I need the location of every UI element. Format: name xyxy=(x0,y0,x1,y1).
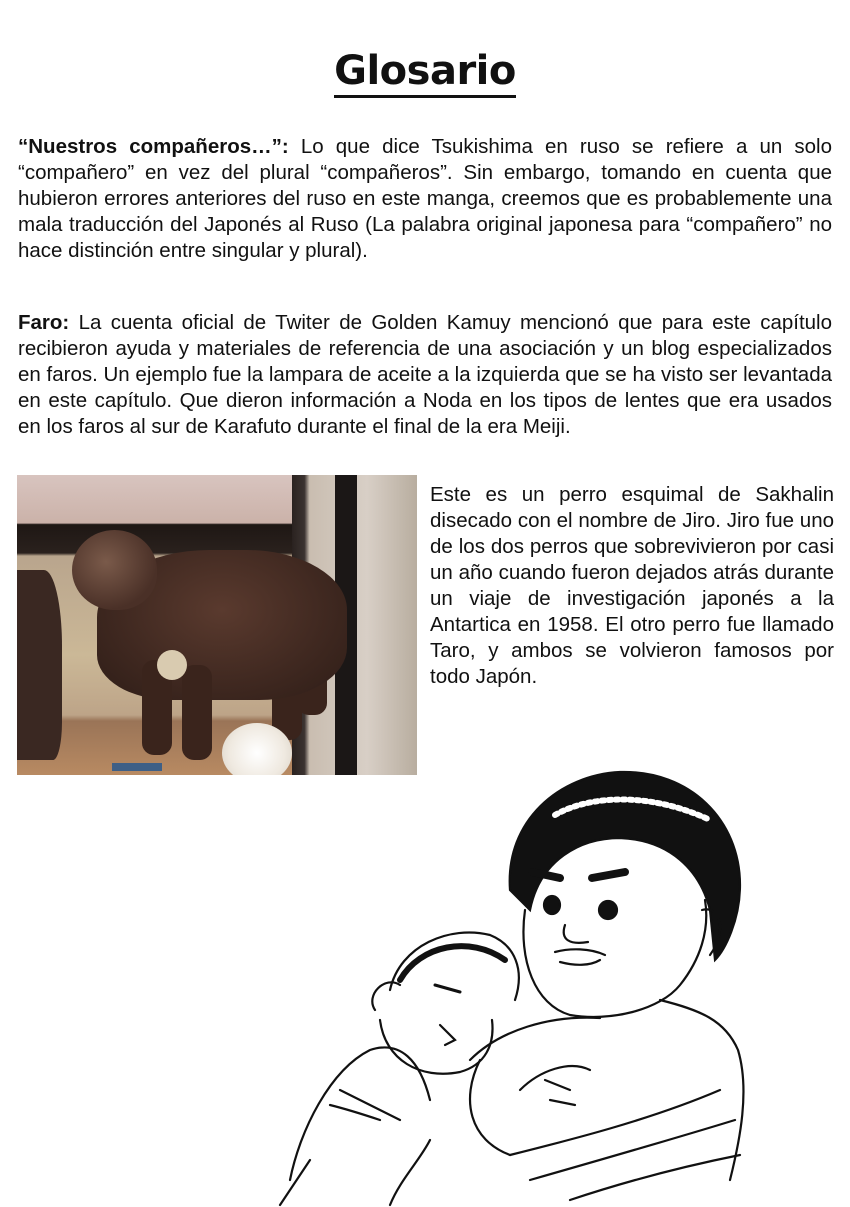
dog-leg xyxy=(182,665,212,760)
manga-illustration xyxy=(270,760,770,1207)
glossary-definition: La cuenta oficial de Twiter de Golden Kamuy mencionó que para este capítulo recibieron ayuda y materiales de referencia de una asociación y un blog especializados en faros. Un ejemplo fue la lampara de aceite a la izquierda que se ha visto ser levantada en este capítulo. Que dieron información a Noda en los tipos de lentes que era usados en los faros al sur de Karafuto durante el final de la era Meiji. xyxy=(18,311,832,438)
page-title xyxy=(0,48,850,98)
glossary-definition: Lo que dice Tsukishima en ruso se refiere a un solo “compañero” en vez del plural “compañeros”. Sin embargo, tomando en cuenta que hubieron errores anteriores del ruso en este manga, creemos que es probablemente una mala traducción del Japonés al Ruso (La palabra original japonesa para “compañero” no hace distinción entre singular y plural). xyxy=(18,135,833,262)
exhibit-label-plate xyxy=(112,763,162,771)
glossary-term: “Nuestros compañeros…”: xyxy=(18,135,289,158)
page-title-text: Glosario xyxy=(334,48,516,98)
photo-caption: Este es un perro esquimal de Sakhalin disecado con el nombre de Jiro. Jiro fue uno de los dos perros que sobrevivieron por casi un año cuando fueron dejados atrás durante un viaje de investigación japonés a la Antartica en 1958. El otro perro fue llamado Taro, y ambos se volvieron famosos por todo Japón. xyxy=(430,483,834,688)
glossary-entry-companeros xyxy=(18,134,832,264)
second-dog-partial xyxy=(17,570,62,760)
glossary-term: Faro: xyxy=(18,311,70,334)
dog-chest-patch xyxy=(157,650,187,680)
dog-head xyxy=(72,530,157,610)
glossary-entry-faro xyxy=(18,310,832,440)
stuffed-dog-photo xyxy=(17,475,417,775)
